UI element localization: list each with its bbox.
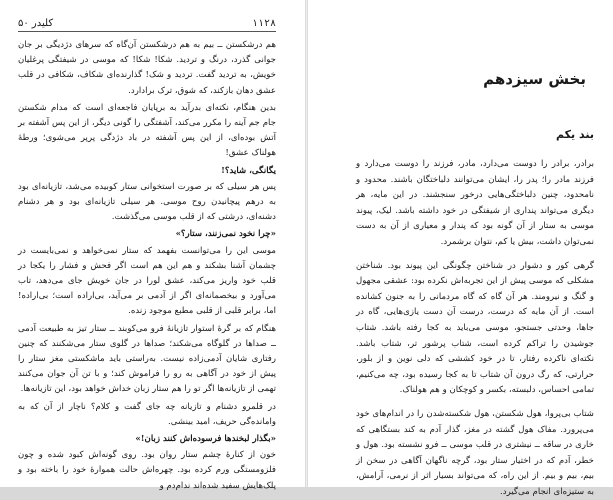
left-page-body xyxy=(356,157,594,500)
right-page-body xyxy=(18,38,276,494)
paragraph: موسی این را می‌توانست بفهمد که ستار نمی‌خواهد و نمی‌بایست در چشمان آشنا بشکند و هم این هم است اگر فحش و فشار را یکجا در قلب خود واریز می‌کند، عشق لورا در جان خویش جای می‌دهد، تاب می‌آورد و بیخصمانه‌ای اگر از آدمی بر می‌آید، بی‌اراده است؛ بی‌اراده! اما، برابر قلبی از قلبی مطبع موجود زنده. xyxy=(18,245,276,317)
left-page xyxy=(306,0,612,497)
paragraph: در قلمرو دشنام و تازیانه چه جای گفت و کلام؟ ناچار از آن که به وامانده‌گی حریف، امید بینشی. xyxy=(18,401,276,427)
paragraph: پس هر سیلی که بر صورت استخوانی ستار کوبیده می‌شد، تازیانه‌ای بود به درهم پیچانیدن روح موسی. هر سیلی تازیانه‌ای بود و هر دشنام دشنه‌ای، درشتی که از قلب موسی می‌گذشت. xyxy=(18,181,276,223)
verse-line: یگانگی، شاید؟! xyxy=(221,165,276,176)
section-title: بند یکم xyxy=(556,128,594,141)
paragraph: هنگام که بر گرهٔ استوار تازیانهٔ فرو می‌کوبند ــ ستار تیز به طبیعت آدمی ــ صداها در گلوگاه می‌شکند؛ صداها در گلوی ستار می‌شکنند که چنین رفتاری شایان آدمی‌زاده نیست. به‌راستی باید ماشکستی مغز ستار را پیش از خود در آگاهی به رو را فراموش کند؛ و با تن آن جوان می‌کنند تهمی از تازیانه‌ها اگر تو را هم ستار زبان خداش خواهد بود، این تازیانه‌ها. xyxy=(18,323,276,395)
paragraph: بدین هنگام، نکته‌ای بدرآید به برپایان فاجعه‌ای است که مدام شکستن جام جم آینه را مکرر می‌کند، آشفتگی را گونی دیگر، از این پس آشفته بر آتش بوده‌ای، از این پس آشفته در باد دژدگی پرپر می‌شوی؛ ورطهٔ هولناک عشق! xyxy=(18,102,276,159)
verse-line: «بگذار لبخند‌ها فرسوده‌اش کنند زبان!» xyxy=(135,434,276,445)
paragraph: هم درشکستن ــ بیم به هم درشکستن آن‌گاه که سرهای دژدیگی بر جان جوانی گذرد، درنگ و تردید. شکا! شکا! که موسی در شیفتگی پرغلیان خویش، به تردید گفت. تردید و شک! گذارنده‌ای شکاف، شکافی در قلب عشق دهان بازکند، که شوق، ترک برادارد. xyxy=(18,40,276,96)
paragraph: برادر، برادر را دوست می‌دارد، مادر، فرزند را دوست می‌دارد و فرزند مادر را؛ پدر را، ایشان می‌توانند دلباختگان باشند. محدود و نامحدود، چنین دلباختگی‌هایی درخور سنجشند. در این مایه، هر دیگری می‌تواند پنداری از شیفتگی در خود داشته باشد. لیک، پیوند موسی به ستار از آن گونه بود که پندار و معیاری از آن به دست نمی‌توان داشت، بیش یا کم، نتوان برشمرد. xyxy=(356,159,594,247)
book-gutter xyxy=(305,0,308,487)
paragraph: خون از کناره‌ٔ چشم ستار روان بود. روی گونه‌اش کبود شده و چون فلزومستگی ورم کرده بود. چهره‌اش حالت هموارهٔ خود را باخته بود و پلک‌هایش سفید شده‌اند ندام‌دم و xyxy=(18,450,276,491)
running-head: کلیدر ۵۰ xyxy=(18,18,54,29)
paragraph: گرهی کور و دشوار در شناختن چگونگی این پیوند بود. شناختن مشکلی که موسی پیش از این تجربه‌اش نکرده بود: عشقی مجهول و گنگ و نیرومند. هر آن گاه که گاه مردمانی را به جنون کشانده است. از آن مایه که درست، درست آن دست یازی‌هایی، گاه در جاها، وحدتی جستجو، موسی می‌باید به کجا رفته باشد. شتاب جوشیدن را تراکم کرده است، شتاب پرشور تر، شتاب باشد. نکته‌ای ناکرده رفتار، تا در خود کششی که دلی نوین و از بلور، حرارتی، که رگ درون آن شتاب تا به کجا رسیده بود، چه می‌کنیم، تمامی احساس، دلبسته، بکسر و کوچکان و هم هولناک. xyxy=(356,260,594,396)
verse-line: «چرا نخود نمی‌زنند، ستار؟» xyxy=(175,229,276,240)
right-page xyxy=(0,0,306,491)
paragraph: شتاب بی‌پروا، هول شکستن، هول شکسته‌شدن را در اندام‌های خود می‌پرورد. مفاک هول گشته در مغز، گذار آدم به کند بستگاهی که خاری در ساقه ــ نیشتری در قلب موسی ــ فرو نشسته بود. هول و خطر، آدم که در اختیار ستار بود، گرچه ناگهان آگاهی در سخن از بیم، بیم و بیم. از این راه، که می‌تواند بسیار اثر از نرمی، آرامش، به ستیزه‌ای انجام می‌گیرد. xyxy=(356,408,594,497)
page-number: ۱۱۲۸ xyxy=(251,18,276,29)
page-header xyxy=(18,18,276,32)
chapter-title: بخش سیزدهم xyxy=(483,70,586,88)
